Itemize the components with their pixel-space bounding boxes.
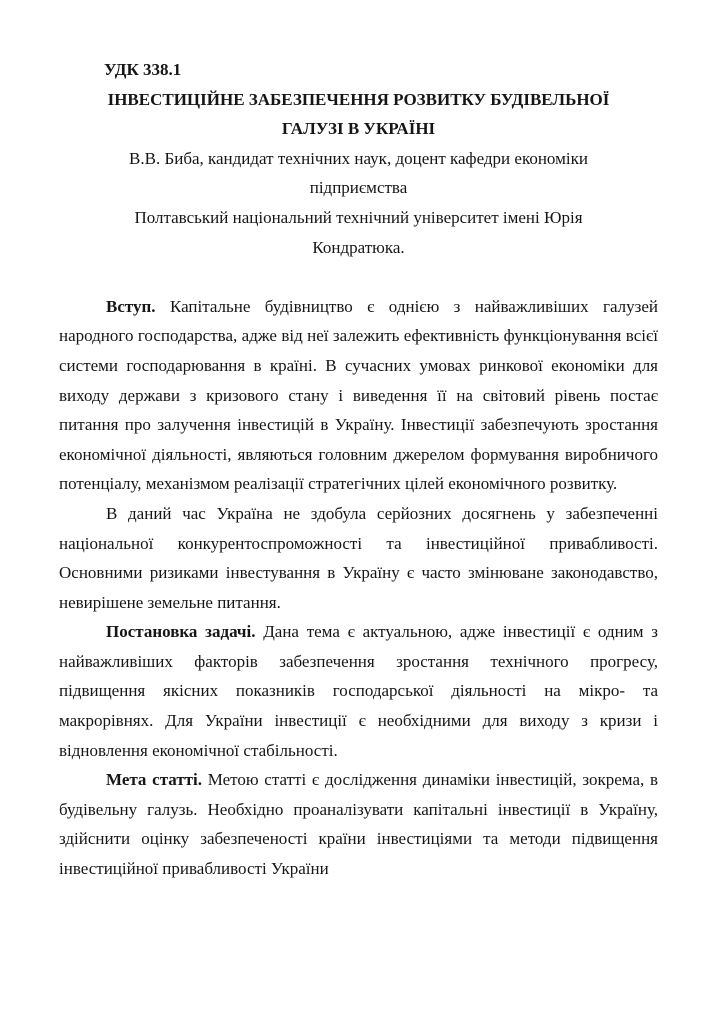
paragraph-article-goal (59, 765, 658, 883)
author-line-1: В.В. Биба, кандидат технічних наук, доцент кафедри економіки (129, 148, 588, 168)
paragraph-problem-statement (59, 617, 658, 765)
paragraph-intro (59, 292, 658, 499)
article-title (59, 85, 658, 144)
udc-code: УДК 338.1 (104, 60, 182, 79)
paragraph-intro-lead: Вступ. (106, 296, 156, 316)
affiliation-line-1: Полтавський національний технічний університет імені Юрія (134, 207, 583, 227)
author-block (59, 144, 658, 203)
article-title-line-2: ГАЛУЗІ В УКРАЇНІ (281, 119, 436, 139)
paragraph-problem-statement-lead: Постановка задачі. (106, 622, 256, 642)
author-line-2: підприємства (309, 178, 408, 198)
article-body (59, 292, 658, 884)
affiliation-line-2: Кондратюка. (312, 237, 405, 257)
paragraph-intro-text: Капітальне будівництво є однією з найважливіших галузей народного господарства, адже від неї залежить ефективність функціонування всієї системи господарювання в країні. В сучасних умовах ринкової економіки для виходу держави з кризового стану і виведення її на світовий рівень постає питання про залучення інвестицій в Україну. Інвестиції забезпечують зростання економічної діяльності, являються головним джерелом формування виробничого потенціалу, механізмом реалізації стратегічних цілей економічного розвитку. (59, 296, 658, 494)
paragraph-current-state-text: В даний час Україна не здобула серйозних досягнень у забезпеченні національної конкурентоспроможності та інвестиційної привабливості. Основними ризиками інвестування в Україну є часто змінюване законодавство, невирішене земельне питання. (59, 503, 658, 612)
article-title-line-1: ІНВЕСТИЦІЙНЕ ЗАБЕЗПЕЧЕННЯ РОЗВИТКУ БУДІВЕЛЬНОЇ (107, 89, 610, 109)
paragraph-problem-statement-text: Дана тема є актуальною, адже інвестиції є одним з найважливіших факторів забезпечення зростання технічного прогресу, підвищення якісних показників господарської діяльності на мікро- та макрорівнях. Для України інвестиції є необхідними для виходу з кризи і відновлення економічної стабільності. (59, 622, 658, 760)
affiliation-block (59, 203, 658, 262)
paragraph-current-state (59, 499, 658, 617)
paragraph-article-goal-text: Метою статті є дослідження динаміки інвестицій, зокрема, в будівельну галузь. Необхідно проаналізувати капітальні інвестиції в Україну, здійснити оцінку забезпеченості країни інвестиціями та методи підвищення інвестиційної привабливості України (59, 770, 658, 879)
paragraph-article-goal-lead: Мета статті. (106, 770, 202, 790)
